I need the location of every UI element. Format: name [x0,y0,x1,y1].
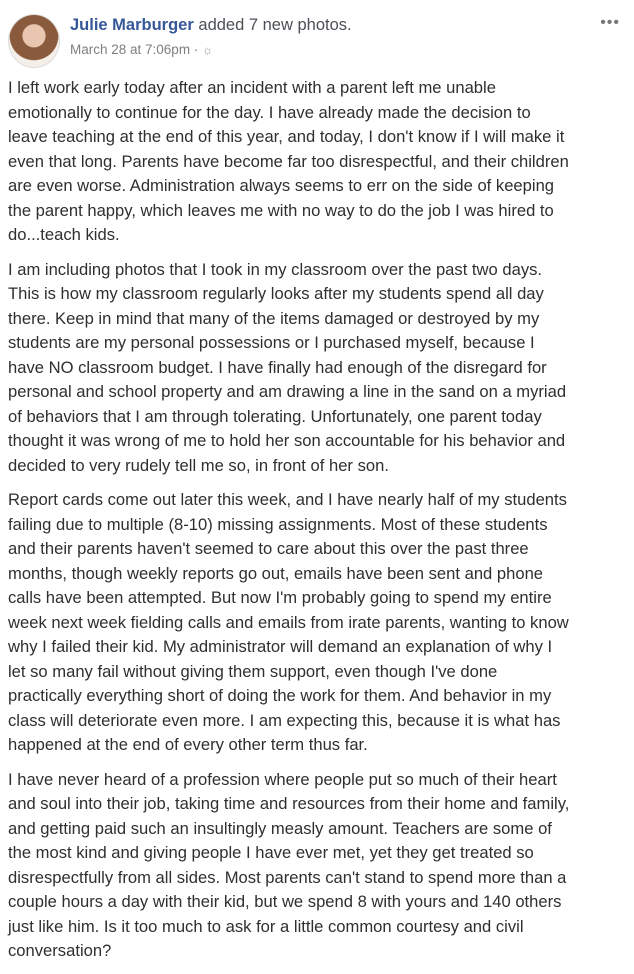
post-text-line: and soul into their job, taking time and resources from their home and family, [8,794,570,813]
post-body [8,76,632,974]
post-text-line: couple hours a day with their kid, but we spend 8 with yours and 140 others [8,892,562,911]
post-paragraph [8,488,632,758]
post-action: added 7 new photos. [198,16,352,34]
post-text-line: let so many fail without giving them support, even though I've done [8,661,498,681]
post-text-line: practically everything short of doing the work for them. And behavior in my [8,686,552,705]
post-text-line: calls have been attempted. But now I'm probably going to spend my entire [8,588,552,607]
post-text-line: leave teaching at the end of this year, and today, I don't know if I will make it [8,127,565,146]
post-text-line: the most kind and giving people I have ever met, yet they get treated so [8,843,534,862]
post-text-line: and their parents haven't seemed to care about this over the past three [8,539,529,558]
post-text-line: This is how my classroom regularly looks after my students spend all day [8,284,544,303]
post-text-line: disrespectfully from all sides. Most parents can't stand to spend more than a [8,867,567,887]
post-text-line: week next week fielding calls and emails from irate parents, wanting to know [8,612,569,632]
post-text-line: personal and school property and am drawing a line in the sand on a myriad [8,382,567,401]
post-paragraph [8,76,632,248]
post-text-line: I am including photos that I took in my classroom over the past two days. [8,259,543,279]
post-text-line: have NO classroom budget. I have finally had enough of the disregard for [8,357,547,377]
post-text-line: just like him. Is it too much to ask for a little common courtesy and civil [8,916,524,936]
post-text-line: I left work early today after an incident with a parent left me unable [8,78,496,97]
post-text-line: months, though weekly reports go out, emails have been sent and phone [8,563,544,583]
post-text-line: the parent happy, which leaves me with no way to do the job I was hired to [8,200,554,220]
post-text-line: conversation? [8,941,112,960]
post-text-line: are even worse. Administration always seems to err on the side of keeping [8,176,555,195]
post-text-line: of behaviors that I am through tolerating. Unfortunately, one parent today [8,406,542,426]
post-text-line: even that long. Parents have become far too disrespectful, and their children [8,151,569,171]
globe-icon: ☼ [202,43,214,57]
post-timestamp[interactable]: March 28 at 7:06pm [70,42,191,57]
meta-separator: · [193,42,199,57]
post-header [0,0,634,80]
post-text-line: and getting paid such an insultingly measly amount. Teachers are some of [8,818,552,838]
post-text-line: emotionally to continue for the day. I have already made the decision to [8,102,531,122]
post-text-line: class will deteriorate even more. I am expecting this, because it is what has [8,710,561,730]
post-text-line: students are my personal possessions or I purchased myself, because I [8,333,535,352]
post-text-line: I have never heard of a profession where people put so much of their heart [8,769,557,789]
post-paragraph [8,768,632,964]
post-meta [70,42,213,57]
post-text-line: decided to very rudely tell me so, in front of her son. [8,455,389,475]
post-text-line: there. Keep in mind that many of the items damaged or destroyed by my [8,308,540,328]
post-text-line: thought it was wrong of me to hold her son accountable for his behavior and [8,431,566,450]
post-paragraph [8,258,632,479]
more-options-button[interactable]: ••• [600,14,620,31]
author-avatar[interactable] [8,14,60,68]
post-text-line: Report cards come out later this week, and I have nearly half of my students [8,490,567,509]
post-text-line: happened at the end of every other term thus far. [8,735,368,754]
post-text-line: why I failed their kid. My administrator will demand an explanation of why I [8,637,553,656]
post-text-line: do...teach kids. [8,225,120,244]
post-title [70,16,352,35]
post-text-line: failing due to multiple (8-10) missing assignments. Most of these students [8,514,548,534]
author-name-link[interactable]: Julie Marburger [70,16,194,34]
